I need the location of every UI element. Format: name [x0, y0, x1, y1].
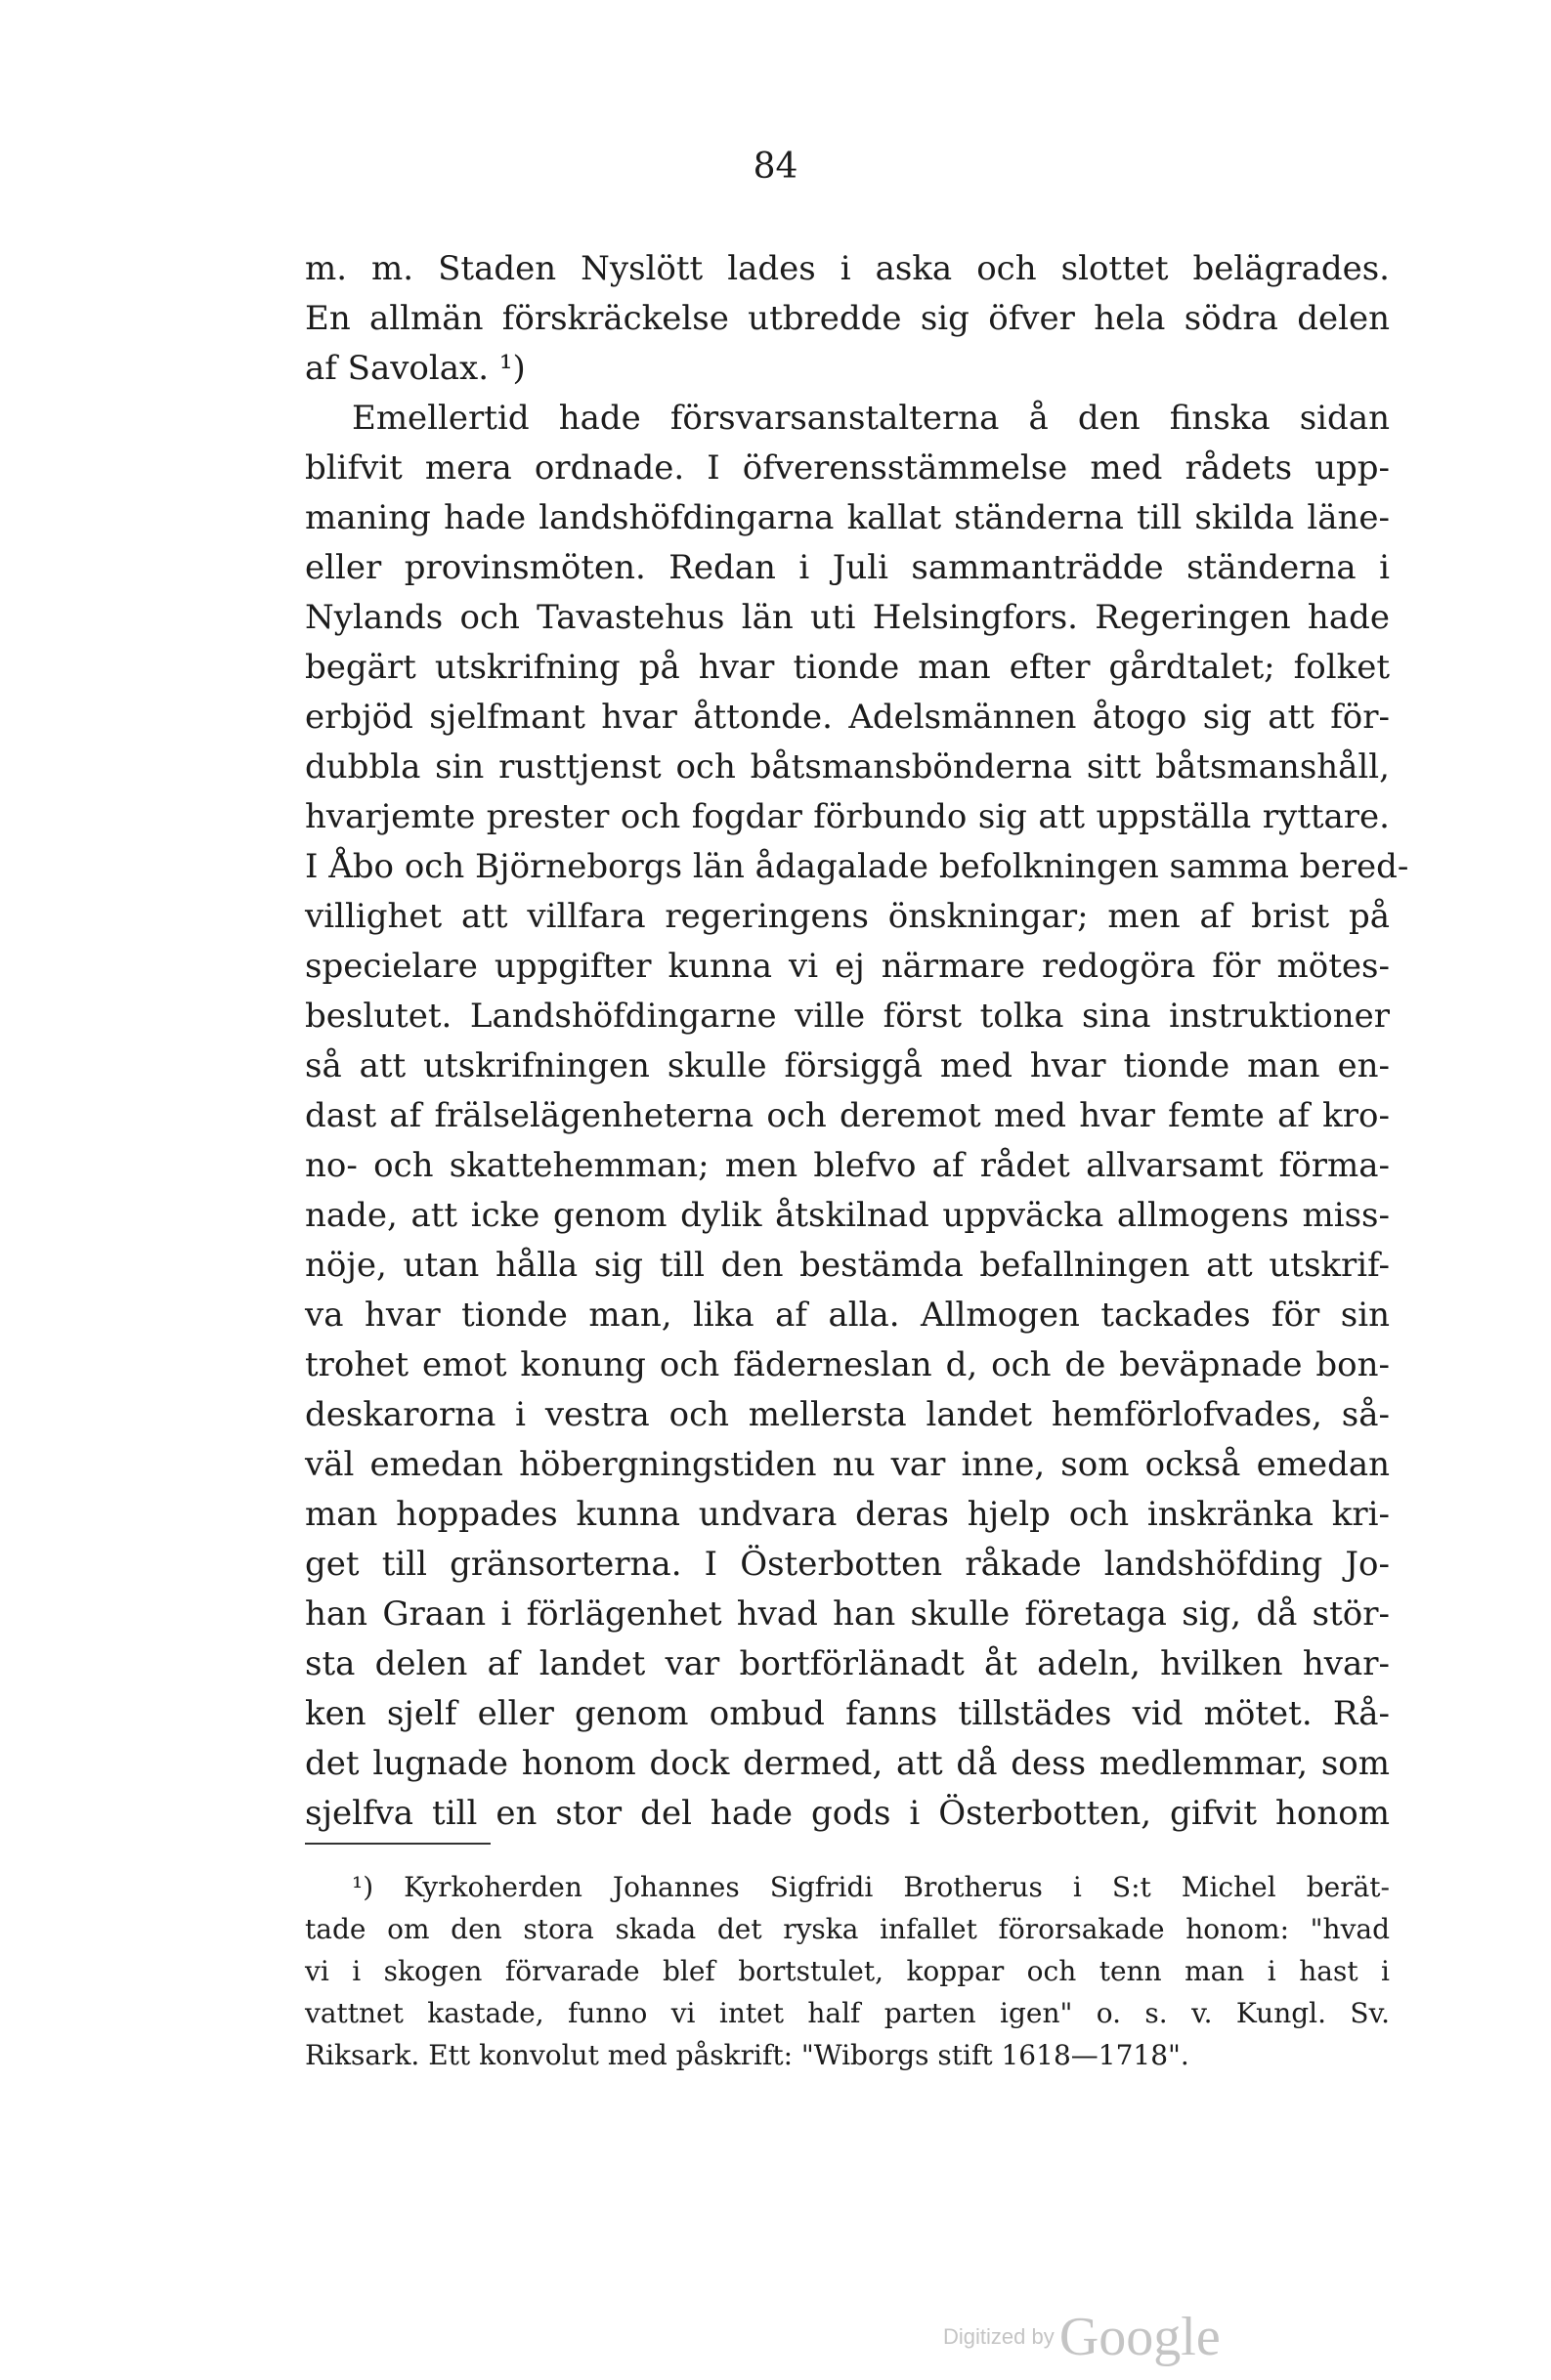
footnote-line: ¹) Kyrkoherden Johannes Sigfridi Brotherus i S:t Michel berät-	[352, 1871, 1390, 1903]
body-line: Emellertid hade försvarsanstalterna å den finska sidan	[352, 399, 1390, 438]
body-line: så att utskrifningen skulle försiggå med hvar tionde man en-	[305, 1046, 1390, 1085]
watermark-prefix: Digitized by	[943, 2324, 1055, 2349]
body-line: trohet emot konung och fäderneslan d, och de beväpnade bon-	[305, 1345, 1390, 1384]
footnote-line: Riksark. Ett konvolut med påskrift: "Wiborgs stift 1618—1718".	[305, 2039, 1189, 2071]
body-line: sjelfva till en stor del hade gods i Österbotten, gifvit honom	[305, 1794, 1390, 1833]
body-line: dubbla sin rusttjenst och båtsmansbönderna sitt båtsmanshåll,	[305, 747, 1390, 786]
body-line: han Graan i förlägenhet hvad han skulle företaga sig, då stör-	[305, 1594, 1390, 1634]
body-line: begärt utskrifning på hvar tionde man efter gårdtalet; folket	[305, 648, 1390, 687]
body-line: villighet att villfara regeringens önskningar; men af brist på	[305, 897, 1390, 936]
digitized-by-watermark	[943, 2306, 1221, 2368]
footnotes	[305, 1866, 1390, 2076]
body-line: nöje, utan hålla sig till den bestämda befallningen att utskrif-	[305, 1246, 1390, 1285]
body-line: En allmän förskräckelse utbredde sig öfver hela södra delen	[305, 299, 1390, 338]
body-text	[305, 244, 1409, 1839]
body-line: blifvit mera ordnade. I öfverensstämmelse med rådets upp-	[305, 448, 1390, 488]
body-line: maning hade landshöfdingarna kallat ständerna till skilda läne-	[305, 498, 1390, 537]
body-line: ken sjelf eller genom ombud fanns tillstädes vid mötet. Rå-	[305, 1694, 1390, 1733]
body-line: specielare uppgifter kunna vi ej närmare redogöra för mötes-	[305, 947, 1390, 986]
google-logo: Google	[1058, 2307, 1221, 2367]
body-line: get till gränsorterna. I Österbotten råkade landshöfding Jo-	[305, 1545, 1390, 1584]
body-line: det lugnade honom dock dermed, att då dess medlemmar, som	[305, 1744, 1390, 1783]
body-line: af Savolax. ¹)	[305, 349, 526, 388]
body-line: va hvar tionde man, lika af alla. Allmogen tackades för sin	[305, 1296, 1390, 1335]
footnote-line: vattnet kastade, funno vi intet half parten igen" o. s. v. Kungl. Sv.	[305, 1997, 1390, 2029]
body-line: hvarjemte prester och fogdar förbundo sig att uppställa ryttare.	[305, 797, 1390, 836]
body-line: erbjöd sjelfmant hvar åttonde. Adelsmännen åtogo sig att för-	[305, 698, 1390, 737]
body-line: man hoppades kunna undvara deras hjelp och inskränka kri-	[305, 1495, 1390, 1534]
body-line: eller provinsmöten. Redan i Juli sammanträdde ständerna i	[305, 548, 1390, 587]
body-line: nade, att icke genom dylik åtskilnad uppväcka allmogens miss-	[305, 1196, 1390, 1235]
body-line: väl emedan höbergningstiden nu var inne, som också emedan	[305, 1445, 1390, 1484]
footnote-line: vi i skogen förvarade blef bortstulet, koppar och tenn man i hast i	[305, 1955, 1390, 1987]
body-line: dast af frälselägenheterna och deremot med hvar femte af kro-	[305, 1096, 1390, 1135]
page-number: 84	[753, 147, 798, 187]
body-line: beslutet. Landshöfdingarne ville först tolka sina instruktioner	[305, 997, 1390, 1036]
body-line: I Åbo och Björneborgs län ådagalade befolkningen samma bered-	[305, 847, 1409, 886]
footnote-divider	[305, 1843, 491, 1845]
body-line: no- och skattehemman; men blefvo af rådet allvarsamt förma-	[305, 1146, 1390, 1185]
body-line: m. m. Staden Nyslött lades i aska och slottet belägrades.	[305, 249, 1390, 288]
body-line: Nylands och Tavastehus län uti Helsingfors. Regeringen hade	[305, 598, 1390, 637]
body-line: sta delen af landet var bortförlänadt åt adeln, hvilken hvar-	[305, 1644, 1390, 1683]
footnote-line: tade om den stora skada det ryska infallet förorsakade honom: "hvad	[305, 1913, 1390, 1945]
body-line: deskarorna i vestra och mellersta landet hemförlofvades, så-	[305, 1395, 1390, 1434]
